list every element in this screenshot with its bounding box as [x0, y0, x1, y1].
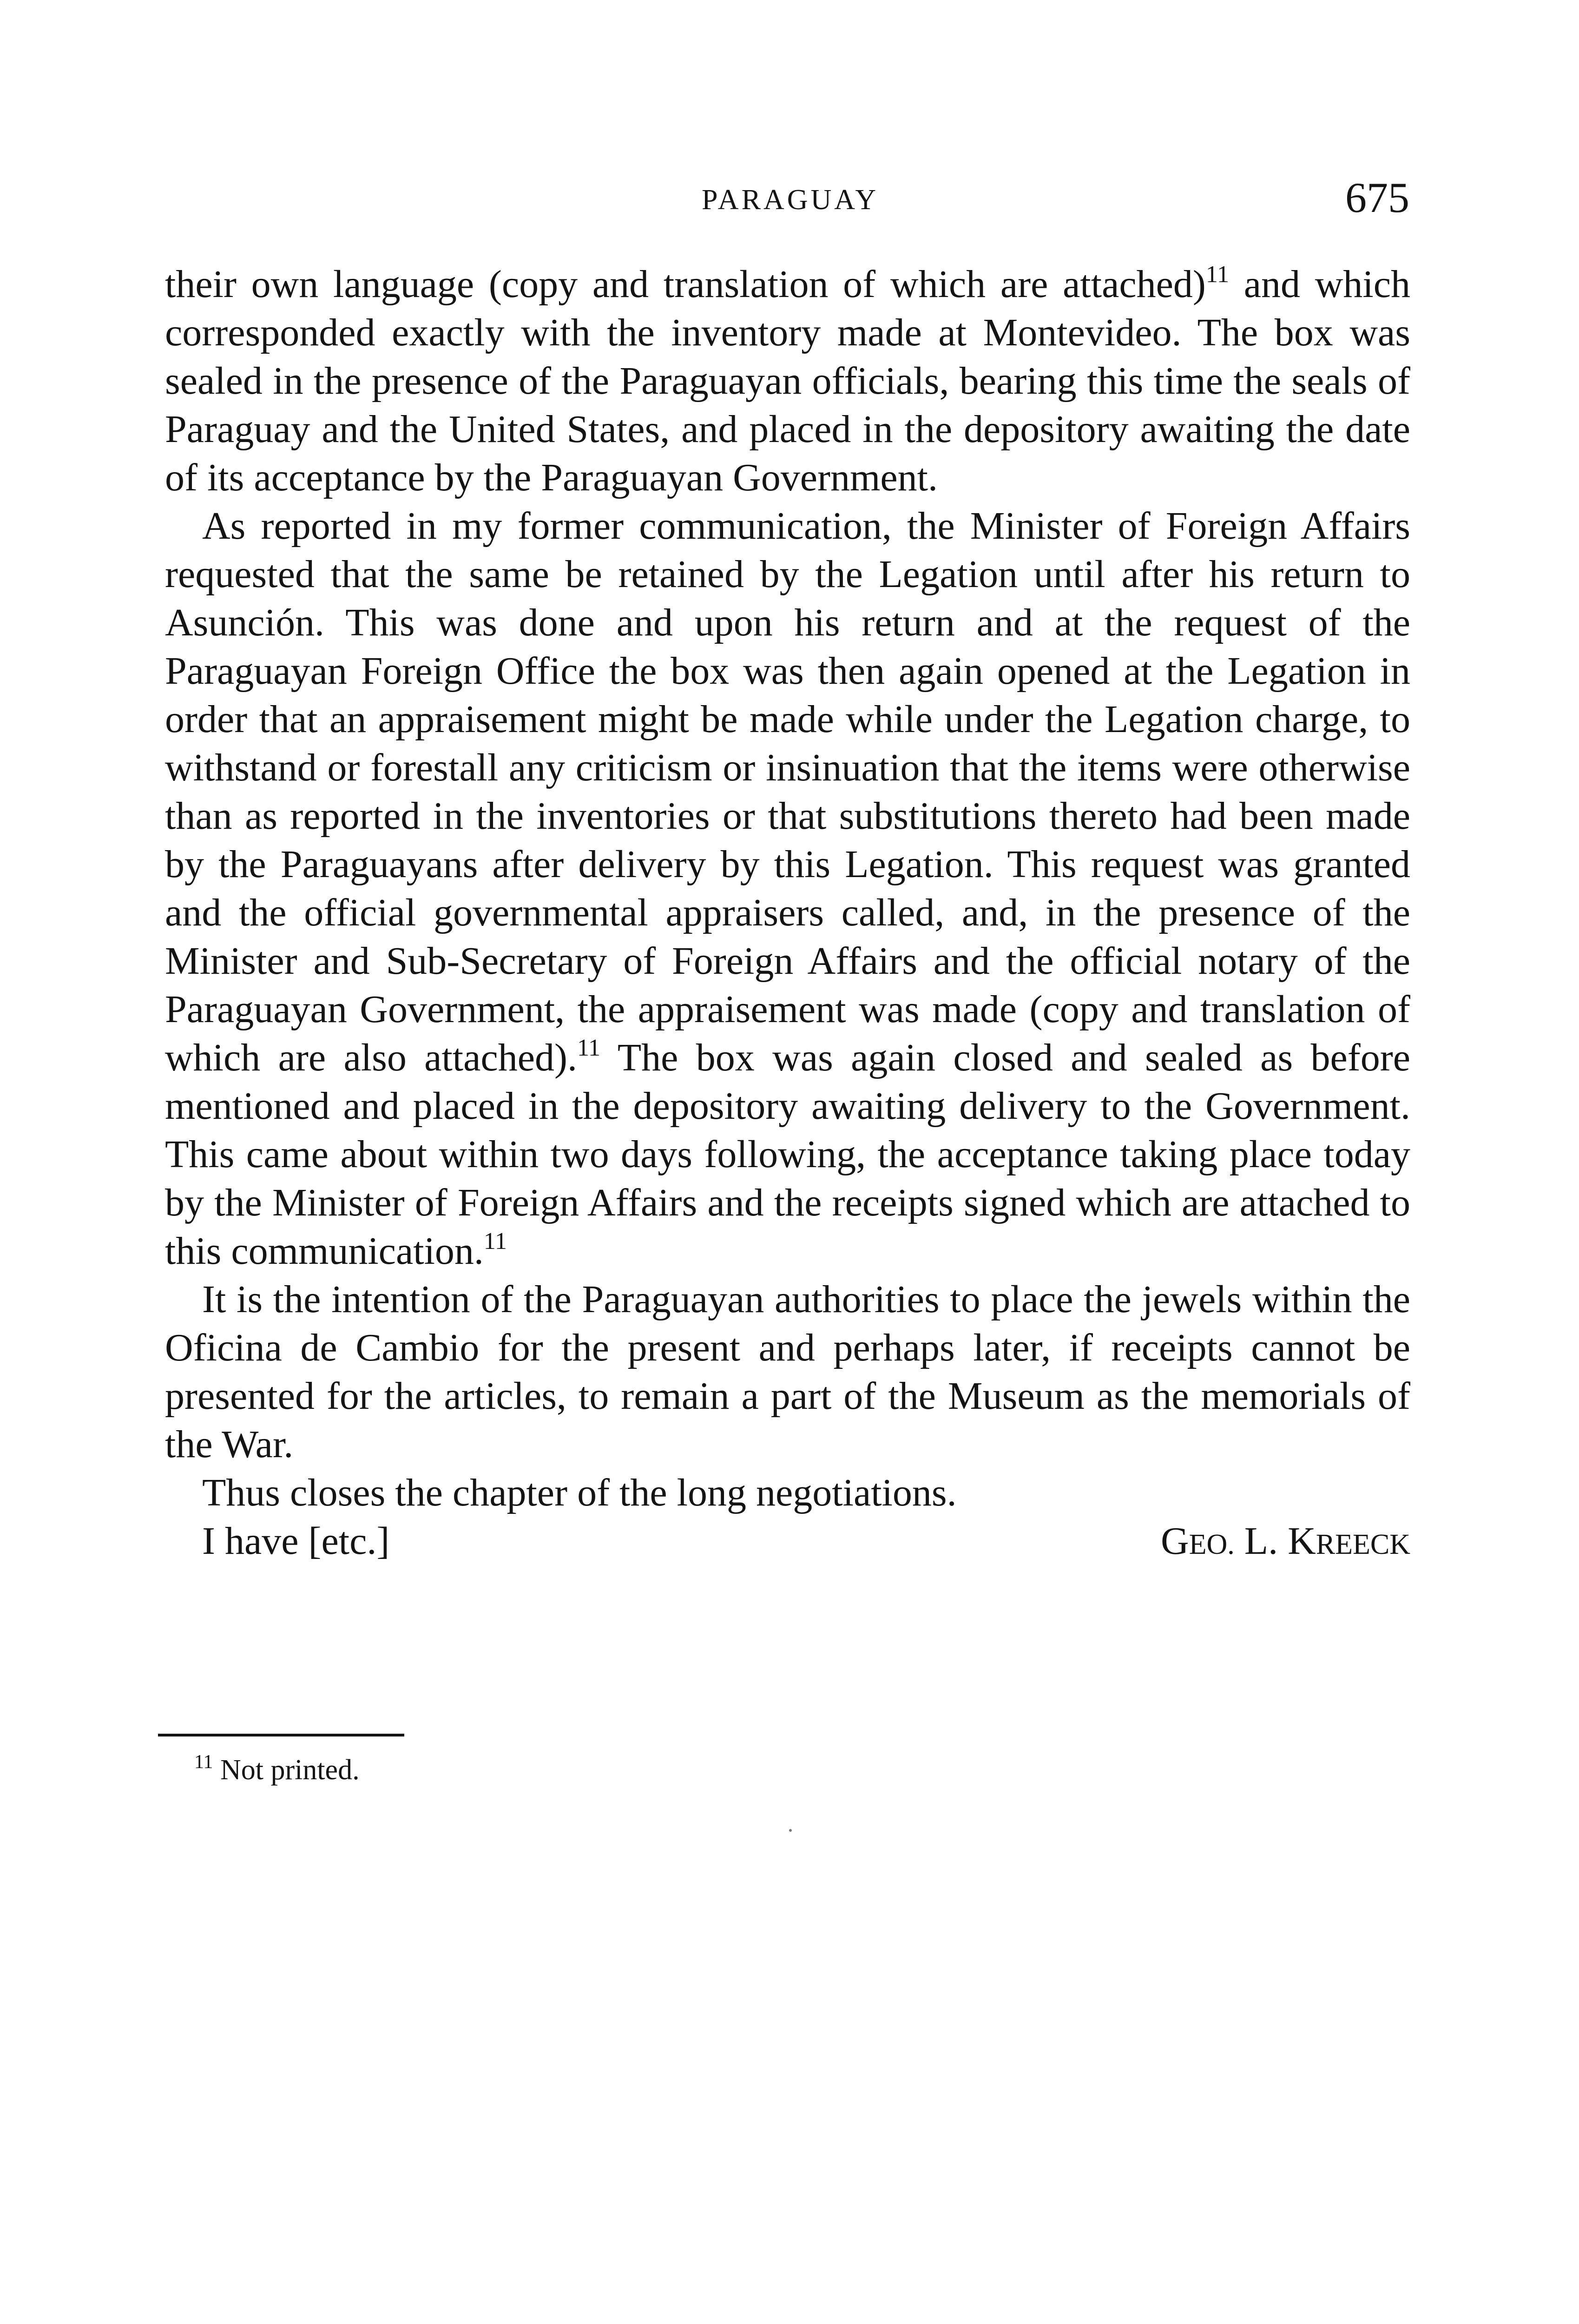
signature — [1124, 1517, 1410, 1569]
paragraph-text: and which corresponded exactly with the inventory made at Montevideo. The box was sealed in the presence of the Paraguayan officials, bearing this time the seals of Paraguay and the United States, and placed in the depository awaiting the date of its acceptance by the Paraguayan Government. — [165, 263, 1410, 499]
body-text — [165, 260, 1410, 1569]
signature-part: G — [1160, 1519, 1189, 1563]
paragraph-text: The box was again closed and sealed as before mentioned and placed in the depository awaiting delivery to the Government. This came about within two days following, the acceptance taking place today by the Minister of Foreign Affairs and the receipts signed which are attached to this communication. — [165, 1036, 1410, 1273]
footnote-text: Not printed. — [213, 1754, 360, 1786]
footnote-reference: 11 — [1205, 261, 1229, 288]
complimentary-close: I have [etc.] — [202, 1519, 390, 1563]
signature-part: EO. — [1189, 1529, 1235, 1560]
paragraph-intention: It is the intention of the Paraguayan authorities to place the jewels within the Oficina de Cambio for the present and perhaps later, if receipts cannot be presented for the articles, to remain a part of the Museum as the memorials of the War. — [165, 1278, 1410, 1466]
paragraph-conclusion: Thus closes the chapter of the long negotiations. — [202, 1471, 957, 1514]
signature-part: K — [1288, 1519, 1316, 1563]
running-head: PARAGUAY — [702, 184, 879, 216]
signature-part: L. — [1234, 1519, 1288, 1563]
closing-line — [165, 1517, 1410, 1569]
paragraph-appraisement — [165, 502, 1410, 1275]
footnote-rule — [158, 1734, 404, 1736]
paragraph-text: As reported in my former communication, the Minister of Foreign Affairs requested that the same be retained by the Legation until after his return to Asunción. This was done and upon his return and at the request of the Paraguayan Foreign Office the box was then again opened at the Legation in order that an appraisement might be made while under the Legation charge, to withstand or forestall any criticism or insinuation that the items were otherwise than as reported in the inventories or that substitutions thereto had been made by the Paraguayans after delivery by this Legation. This request was granted and the official governmental appraisers called, and, in the presence of the Minister and Sub-Secretary of Foreign Affairs and the official notary of the Paraguayan Government, the appraisement was made (copy and translation of which are also attached). — [165, 504, 1410, 1079]
page-number: 675 — [1345, 174, 1409, 221]
signature-part: REECK — [1316, 1529, 1410, 1560]
paragraph-text: their own language (copy and translation of which are attached) — [165, 263, 1206, 306]
footnote-reference: 11 — [483, 1228, 507, 1254]
footnote — [194, 1751, 360, 1789]
footnote-marker: 11 — [194, 1751, 213, 1773]
paragraph-continuation — [165, 260, 1410, 502]
footnote-reference: 11 — [577, 1035, 601, 1061]
print-speck — [789, 1829, 792, 1832]
